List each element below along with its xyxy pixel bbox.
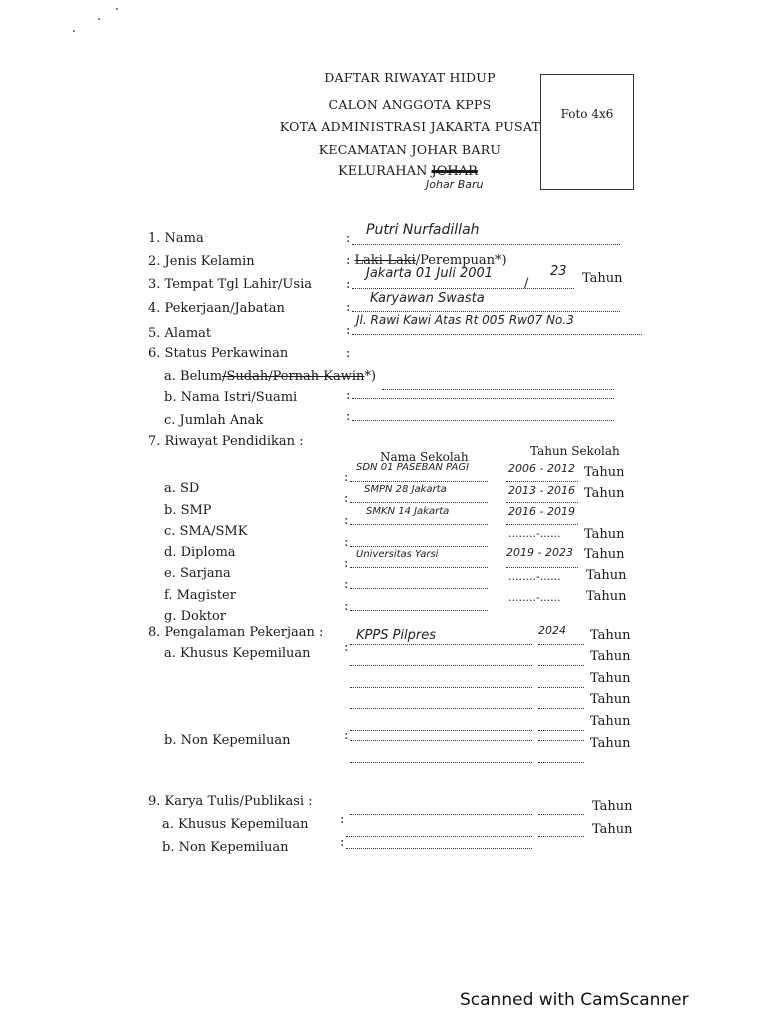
status-a-suffix: *) [364, 369, 377, 384]
pengalaman-entry-year: 2024 [538, 624, 566, 637]
pengalaman-b-label: b. Non Kepemiluan [164, 733, 291, 748]
kelurahan-handwritten: Johar Baru [426, 178, 484, 191]
karya-b-label: b. Non Kepemiluan [162, 840, 289, 855]
year-unit: Tahun [586, 589, 627, 604]
field-alamat-label: 5. Alamat [148, 326, 212, 341]
exp-line [350, 687, 532, 688]
field-alamat-line [352, 334, 642, 335]
exp-line [350, 708, 532, 709]
colon: : [340, 812, 345, 827]
pendidikan-row-label: e. Sarjana [164, 566, 231, 581]
karya-a-label: a. Khusus Kepemiluan [162, 817, 309, 832]
karya-label: 9. Karya Tulis/Publikasi : [148, 794, 313, 809]
exp-year-line [538, 665, 584, 666]
field-alamat-value: Jl. Rawi Kawi Atas Rt 005 Rw07 No.3 [356, 313, 574, 327]
exp-line [350, 665, 532, 666]
year-unit: Tahun [584, 527, 625, 542]
colon: : [346, 323, 351, 338]
pengalaman-label: 8. Pengalaman Pekerjaan : [148, 625, 324, 640]
field-pekerjaan-value: Karyawan Swasta [370, 291, 485, 306]
colon: : [346, 346, 351, 361]
pendidikan-col-year: Tahun Sekolah [530, 444, 620, 458]
exp-year-line [538, 740, 584, 741]
exp-unit: Tahun [590, 714, 631, 729]
field-ttl-value: Jakarta 01 Juli 2001 [366, 266, 494, 281]
field-ttl-unit: Tahun [582, 271, 623, 286]
exp-year-line [538, 762, 584, 763]
ttl-slash: / [524, 276, 529, 291]
header-title: DAFTAR RIWAYAT HIDUP [324, 70, 496, 85]
pendidikan-row-label: g. Doktor [164, 609, 226, 624]
colon: : [346, 388, 351, 403]
pendidikan-row-label: c. SMA/SMK [164, 524, 248, 539]
karya-line [346, 836, 532, 837]
pengalaman-entry: KPPS Pilpres [356, 628, 437, 643]
exp-year-line [538, 708, 584, 709]
exp-unit: Tahun [590, 671, 631, 686]
school-value: SDN 01 PASEBAN PAGI [356, 462, 470, 473]
colon: : [344, 491, 349, 506]
exp-unit: Tahun [590, 692, 631, 707]
exp-unit: Tahun [590, 736, 631, 751]
field-nama-label: 1. Nama [148, 231, 204, 246]
year-value: 2006 - 2012 [508, 462, 575, 475]
photo-box [540, 74, 634, 190]
exp-line [350, 762, 532, 763]
school-line [350, 502, 488, 503]
colon: : [344, 599, 349, 614]
colon: : [346, 231, 351, 246]
exp-line [350, 730, 532, 731]
exp-year-line [538, 644, 584, 645]
exp-year-line [538, 730, 584, 731]
exp-unit: Tahun [590, 649, 631, 664]
header-subtitle: CALON ANGGOTA KPPS [328, 97, 492, 112]
header-kelurahan [338, 164, 478, 179]
year-unit: Tahun [584, 486, 625, 501]
karya-year-line [538, 814, 584, 815]
pendidikan-row-label: b. SMP [164, 503, 212, 518]
scan-speck [73, 30, 75, 32]
field-jenis-kelamin-value: : Laki-Laki/Perempuan*) [346, 253, 507, 268]
year-value: 2019 - 2023 [506, 546, 573, 559]
status-b-label: b. Nama Istri/Suami [164, 390, 298, 405]
kelurahan-prefix: KELURAHAN [338, 164, 428, 179]
colon: : [344, 513, 349, 528]
field-ttl-label: 3. Tempat Tgl Lahir/Usia [148, 277, 312, 292]
pendidikan-label: 7. Riwayat Pendidikan : [148, 434, 304, 449]
year-unit: Tahun [586, 568, 627, 583]
pendidikan-row-label: d. Diploma [164, 545, 236, 560]
field-nama-value: Putri Nurfadillah [366, 222, 480, 238]
status-a-line [382, 389, 614, 390]
colon: : [344, 470, 349, 485]
field-status-label: 6. Status Perkawinan [148, 346, 289, 361]
school-value: SMPN 28 Jakarta [364, 484, 447, 495]
kelurahan-struck: JOHAR [431, 164, 478, 179]
school-line [350, 546, 488, 547]
header-kecamatan: KECAMATAN JOHAR BARU [318, 142, 502, 157]
field-age-value: 23 [550, 264, 567, 279]
gender-struck: Laki-Laki [354, 253, 416, 268]
pendidikan-row-label: a. SD [164, 481, 200, 496]
field-nama-line [352, 244, 620, 245]
year-value: 2013 - 2016 [508, 484, 575, 497]
status-option-a [164, 369, 376, 384]
karya-line [346, 848, 532, 849]
school-line [350, 610, 488, 611]
year-unit: Tahun [584, 465, 625, 480]
status-a-prefix: a. Belum [164, 369, 223, 384]
header-city: KOTA ADMINISTRASI JAKARTA PUSAT [279, 119, 541, 134]
scan-speck [98, 18, 100, 20]
pengalaman-a-label: a. Khusus Kepemiluan [164, 646, 311, 661]
photo-box-label: Foto 4x6 [560, 107, 614, 121]
year-line [506, 502, 578, 503]
colon: : [346, 300, 351, 315]
year-line [506, 567, 578, 568]
exp-line [350, 644, 532, 645]
colon: : [344, 728, 349, 743]
exp-year-line [538, 687, 584, 688]
exp-unit: Tahun [590, 628, 631, 643]
school-line [350, 588, 488, 589]
status-c-line [352, 420, 614, 421]
year-placeholder: ........-...... [508, 570, 561, 583]
school-line [350, 481, 488, 482]
karya-unit: Tahun [592, 822, 633, 837]
year-placeholder: ........-...... [508, 591, 561, 604]
year-line [506, 481, 578, 482]
karya-unit: Tahun [592, 799, 633, 814]
school-line [350, 567, 488, 568]
camscanner-watermark: Scanned with CamScanner [460, 990, 689, 1010]
year-line [506, 524, 578, 525]
colon: : [344, 577, 349, 592]
colon: : [346, 409, 351, 424]
status-c-label: c. Jumlah Anak [164, 413, 264, 428]
field-pekerjaan-line [352, 311, 620, 312]
status-a-struck: /Sudah/Pernah Kawin [222, 369, 365, 384]
status-b-line [352, 398, 614, 399]
karya-year-line [538, 836, 584, 837]
year-placeholder: ........-...... [508, 527, 561, 540]
school-value: Universitas Yarsi [356, 549, 439, 560]
colon: : [344, 556, 349, 571]
exp-line [350, 740, 532, 741]
year-value: 2016 - 2019 [508, 505, 575, 518]
colon: : [346, 277, 351, 292]
gender-selected: /Perempuan*) [415, 253, 507, 268]
year-unit: Tahun [584, 547, 625, 562]
field-ttl-line [352, 288, 574, 289]
pendidikan-row-label: f. Magister [164, 588, 236, 603]
field-pekerjaan-label: 4. Pekerjaan/Jabatan [148, 301, 285, 316]
pendidikan-col-school: Nama Sekolah [380, 450, 469, 464]
colon: : [344, 535, 349, 550]
karya-line [350, 814, 532, 815]
field-jenis-kelamin-label: 2. Jenis Kelamin [148, 254, 255, 269]
school-value: SMKN 14 Jakarta [366, 506, 450, 517]
scan-speck [116, 8, 118, 10]
colon: : [344, 640, 349, 655]
school-line [350, 524, 488, 525]
colon: : [340, 835, 345, 850]
